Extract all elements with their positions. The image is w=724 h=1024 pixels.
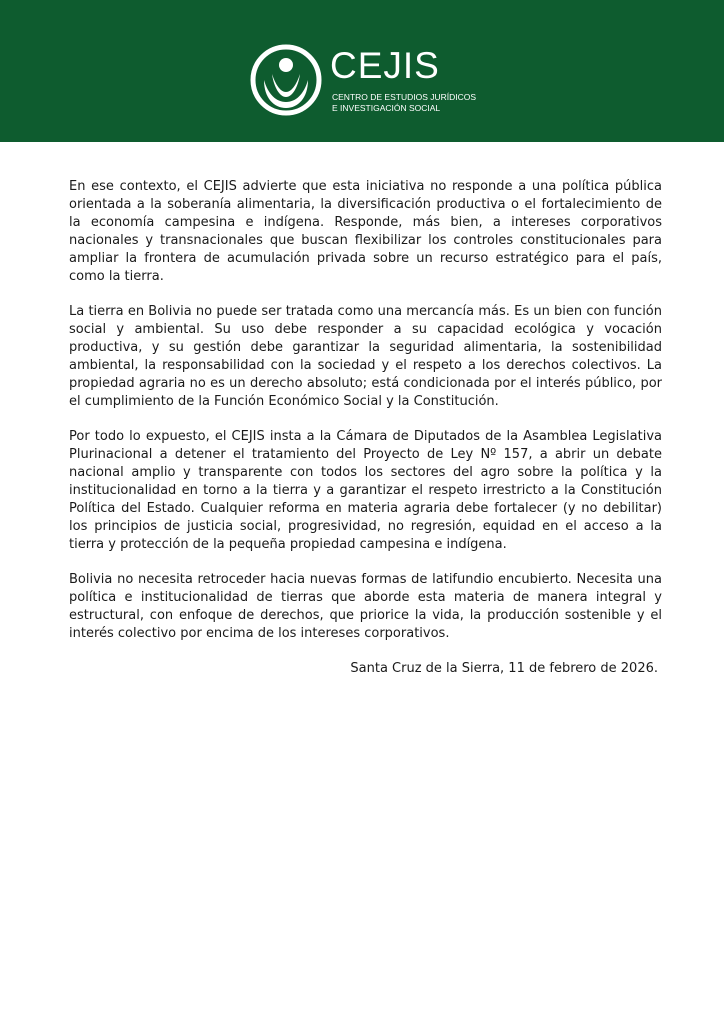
document-body bbox=[69, 178, 662, 678]
logo-subtitle-line-1: CENTRO DE ESTUDIOS JURÍDICOS bbox=[332, 92, 477, 102]
paragraph-3: Por todo lo expuesto, el CEJIS insta a la Cámara de Diputados de la Asamblea Legislativa Plurinacional a detener el tratamiento del Proyecto de Ley Nº 157, a abrir un debate nacional amplio y transparente con todos los sectores del agro sobre la política y la institucionalidad en torno a la tierra y a garantizar el respeto irrestricto a la Constitución Política del Estado. Cualquier reforma en materia agraria debe fortalecer (y no debilitar) los principios de justicia social, progresividad, no regresión, equidad en el acceso a la tierra y protección de la pequeña propiedad campesina e indígena. bbox=[69, 429, 662, 552]
place-and-date: Santa Cruz de la Sierra, 11 de febrero de 2026. bbox=[350, 661, 658, 676]
paragraph-2: La tierra en Bolivia no puede ser tratada como una mercancía más. Es un bien con función social y ambiental. Su uso debe responder a su capacidad ecológica y vocación productiva, y su gestión debe garantizar la seguridad alimentaria, la sostenibilidad ambiental, la responsabilidad con la sociedad y el respeto a los derechos colectivos. La propiedad agraria no es un derecho absoluto; está condicionada por el interés público, por el cumplimiento de la Función Económico Social y la Constitución. bbox=[69, 304, 662, 409]
page-header bbox=[0, 0, 724, 142]
cejis-emblem-icon bbox=[250, 44, 322, 116]
paragraph-4: Bolivia no necesita retroceder hacia nuevas formas de latifundio encubierto. Necesita una política e institucionalidad de tierras que aborde esta materia de manera integral y estructural, con enfoque de derechos, que priorice la vida, la producción sostenible y el interés colectivo por encima de los intereses corporativos. bbox=[69, 572, 662, 641]
logo-wordmark: CEJIS bbox=[330, 45, 440, 86]
logo-subtitle bbox=[332, 92, 476, 114]
logo-subtitle-line-2: E INVESTIGACIÓN SOCIAL bbox=[332, 103, 441, 113]
paragraph-1: En ese contexto, el CEJIS advierte que esta iniciativa no responde a una política pública orientada a la soberanía alimentaria, la diversificación productiva o el fortalecimiento de la economía campesina e indígena. Responde, más bien, a intereses corporativos nacionales y transnacionales que buscan flexibilizar los controles constitucionales para ampliar la frontera de acumulación privada sobre un recurso estratégico para el país, como la tierra. bbox=[69, 179, 662, 284]
cejis-logo bbox=[250, 44, 477, 118]
